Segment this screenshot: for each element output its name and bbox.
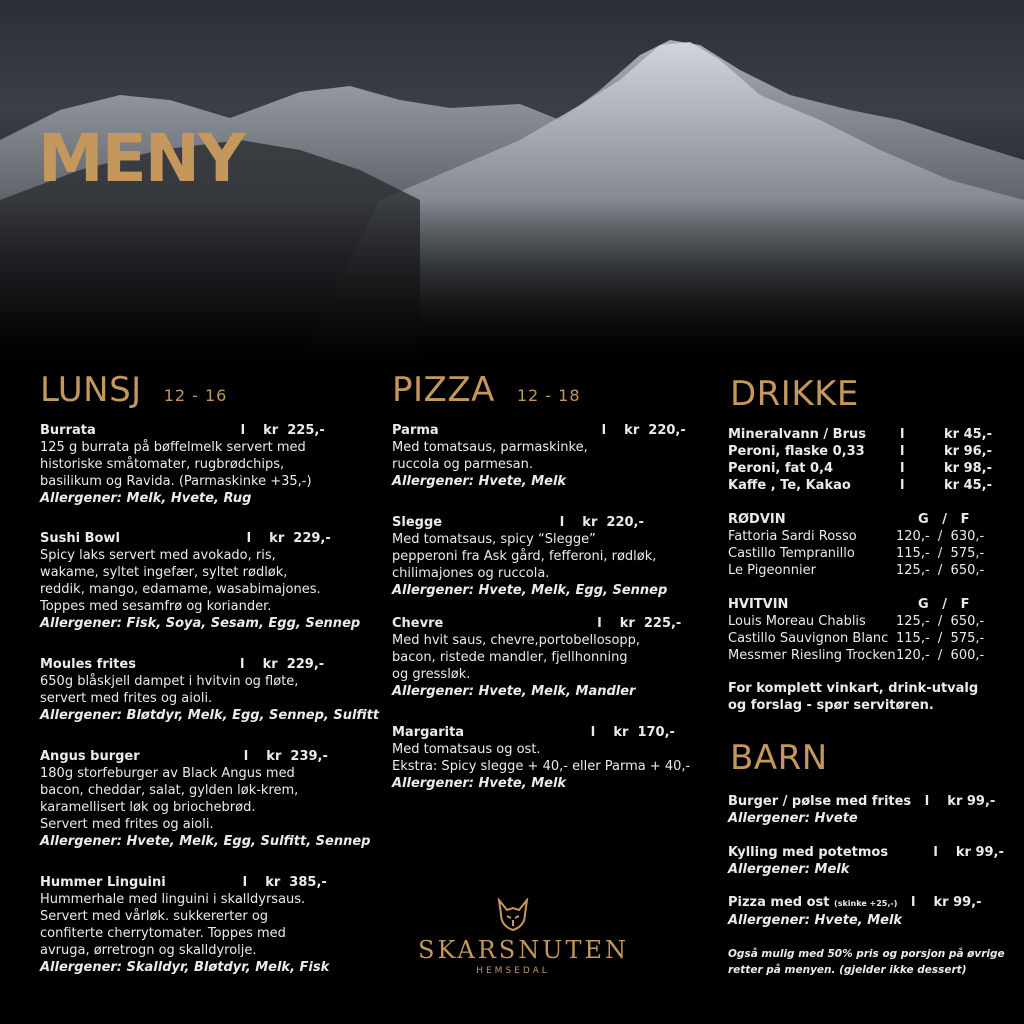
lunsj-hours: 12 - 16	[163, 386, 228, 405]
drink-price: kr 96,-	[944, 444, 993, 459]
skarsnuten-logo	[418, 898, 629, 976]
wine-name: Fattoria Sardi Rosso	[728, 529, 857, 544]
kids-item-pizza	[728, 894, 982, 929]
menu-item-desc: 125 g burrata på bøffelmelk servert med historiske småtomater, rugbrødchips, basilikum og Ravida. (Parmaskinke +35,-)	[40, 440, 312, 489]
lunsj-title-text: LUNSJ	[40, 370, 142, 410]
wine-price: 115,- / 575,-	[896, 546, 985, 561]
wine-name: Castillo Tempranillo	[728, 546, 855, 561]
kids-item-kylling	[728, 844, 1004, 878]
menu-item-desc: 650g blåskjell dampet i hvitvin og fløte, servert med frites og aioli.	[40, 674, 299, 706]
menu-item-head: Burrata l kr 225,-	[40, 423, 325, 438]
drink-name: Peroni, fat 0,4	[728, 461, 834, 476]
kids-item-price: l kr 99,-	[897, 895, 982, 910]
drink-name: Peroni, flaske 0,33	[728, 444, 865, 459]
menu-item-head: Chevre l kr 225,-	[392, 616, 682, 631]
drink-sep: l	[900, 478, 905, 493]
kids-item-allergens: Allergener: Hvete, Melk	[728, 913, 903, 928]
menu-item-allergens: Allergener: Hvete, Melk	[392, 474, 567, 489]
wine-name: Castillo Sauvignon Blanc	[728, 631, 889, 646]
pizza-hours: 12 - 18	[516, 386, 581, 405]
menu-item-head: Moules frites l kr 229,-	[40, 657, 325, 672]
kids-note: Også mulig med 50% pris og porsjon på øvrige retter på menyen. (gjelder ikke dessert)	[728, 948, 1005, 976]
kids-item-allergens: Allergener: Melk	[728, 862, 850, 877]
wine-price: 120,- / 600,-	[896, 648, 985, 663]
menu-item-allergens: Allergener: Hvete, Melk, Egg, Sennep	[392, 583, 668, 598]
drink-row	[728, 426, 866, 443]
hvitvin-cols: G / F	[918, 597, 970, 612]
drink-sep: l	[900, 461, 905, 476]
menu-item-allergens: Allergener: Hvete, Melk	[392, 776, 567, 791]
drink-name: Mineralvann / Brus	[728, 427, 866, 442]
menu-item-desc: Med hvit saus, chevre,portobellosopp, bacon, ristede mandler, fjellhonning og gressløk.	[392, 633, 641, 682]
drink-row	[728, 460, 833, 477]
menu-item-head: Angus burger l kr 239,-	[40, 749, 328, 764]
menu-item-head: Sushi Bowl l kr 229,-	[40, 531, 331, 546]
wine-name: Le Pigeonnier	[728, 563, 816, 578]
menu-item-sushi-bowl	[40, 530, 360, 632]
wine-name: Louis Moreau Chablis	[728, 614, 866, 629]
drikke-title: DRIKKE	[730, 374, 859, 414]
menu-item-allergens: Allergener: Melk, Hvete, Rug	[40, 491, 252, 506]
menu-item-allergens: Allergener: Hvete, Melk, Egg, Sulfitt, Sennep	[40, 834, 371, 849]
menu-item-head: Hummer Linguini l kr 385,-	[40, 875, 327, 890]
wine-price: 125,- / 650,-	[896, 563, 985, 578]
drink-name: Kaffe , Te, Kakao	[728, 478, 851, 493]
menu-item-desc: 180g storfeburger av Black Angus med bacon, cheddar, salat, gylden løk-krem, karamellisert løk og briochebrød. Servert med frites og aioli.	[40, 766, 299, 832]
rodvin-cols: G / F	[918, 512, 970, 527]
rodvin-title: RØDVIN	[728, 512, 786, 527]
menu-item-head: Margarita l kr 170,-	[392, 725, 675, 740]
pizza-title-text: PIZZA	[392, 370, 495, 410]
menu-item-desc: Spicy laks servert med avokado, ris, wakame, syltet ingefær, syltet rødløk, reddik, mango, edamame, wasabimajones. Toppes med sesamfrø og koriander.	[40, 548, 321, 614]
drink-sep: l	[900, 444, 905, 459]
kids-item-extra: (skinke +25,-)	[834, 899, 898, 908]
wine-name: Messmer Riesling Trocken	[728, 648, 896, 663]
lynx-head-icon	[495, 898, 531, 932]
drink-price: kr 45,-	[944, 427, 993, 442]
kids-item-name: Pizza med ost	[728, 895, 830, 910]
menu-item-parma	[392, 422, 686, 490]
wine-list-note: For komplett vinkart, drink-utvalg og forslag - spør servitøren.	[728, 681, 979, 713]
wine-price: 120,- / 630,-	[896, 529, 985, 544]
menu-item-head: Slegge l kr 220,-	[392, 515, 644, 530]
drink-price: kr 45,-	[944, 478, 993, 493]
menu-item-angus-burger	[40, 748, 370, 850]
kids-item-head	[728, 894, 982, 912]
menu-item-hummer-linguini	[40, 874, 329, 976]
menu-item-desc: Med tomatsaus, spicy “Slegge” pepperoni fra Ask gård, fefferoni, rødløk, chilimajones og ruccola.	[392, 532, 657, 581]
menu-item-allergens: Allergener: Fisk, Soya, Sesam, Egg, Sennep	[40, 616, 361, 631]
drink-row	[728, 443, 865, 460]
logo-place: HEMSEDAL	[476, 966, 550, 976]
menu-item-desc: Med tomatsaus og ost. Ekstra: Spicy slegge + 40,- eller Parma + 40,-	[392, 742, 691, 774]
menu-item-allergens: Allergener: Hvete, Melk, Mandler	[392, 684, 636, 699]
menu-item-slegge	[392, 514, 667, 599]
drink-price: kr 98,-	[944, 461, 993, 476]
menu-item-margarita	[392, 724, 690, 792]
wine-price: 125,- / 650,-	[896, 614, 985, 629]
menu-item-allergens: Allergener: Skalldyr, Bløtdyr, Melk, Fisk	[40, 960, 330, 975]
menu-item-allergens: Allergener: Bløtdyr, Melk, Egg, Sennep, Sulfitt	[40, 708, 380, 723]
barn-title: BARN	[730, 738, 828, 778]
menu-item-burrata	[40, 422, 325, 507]
menu-item-desc: Med tomatsaus, parmaskinke, ruccola og parmesan.	[392, 440, 588, 472]
kids-item-burger	[728, 793, 995, 827]
lunsj-title	[40, 370, 227, 410]
menu-item-head: Parma l kr 220,-	[392, 423, 686, 438]
kids-item-allergens: Allergener: Hvete	[728, 811, 858, 826]
drink-sep: l	[900, 427, 905, 442]
hvitvin-title: HVITVIN	[728, 597, 789, 612]
page-title: MENY	[38, 120, 244, 197]
pizza-title	[392, 370, 581, 410]
kids-item-head: Burger / pølse med frites l kr 99,-	[728, 794, 996, 809]
menu-item-moules-frites	[40, 656, 379, 724]
drink-row	[728, 477, 851, 494]
kids-item-head: Kylling med potetmos l kr 99,-	[728, 845, 1004, 860]
logo-name: SKARSNUTEN	[418, 936, 629, 964]
wine-price: 115,- / 575,-	[896, 631, 985, 646]
menu-item-desc: Hummerhale med linguini i skalldyrsaus. Servert med vårløk. sukkererter og confiterte cherrytomater. Toppes med avruga, ørretrogn og skalldyrolje.	[40, 892, 306, 958]
menu-item-chevre	[392, 615, 681, 700]
